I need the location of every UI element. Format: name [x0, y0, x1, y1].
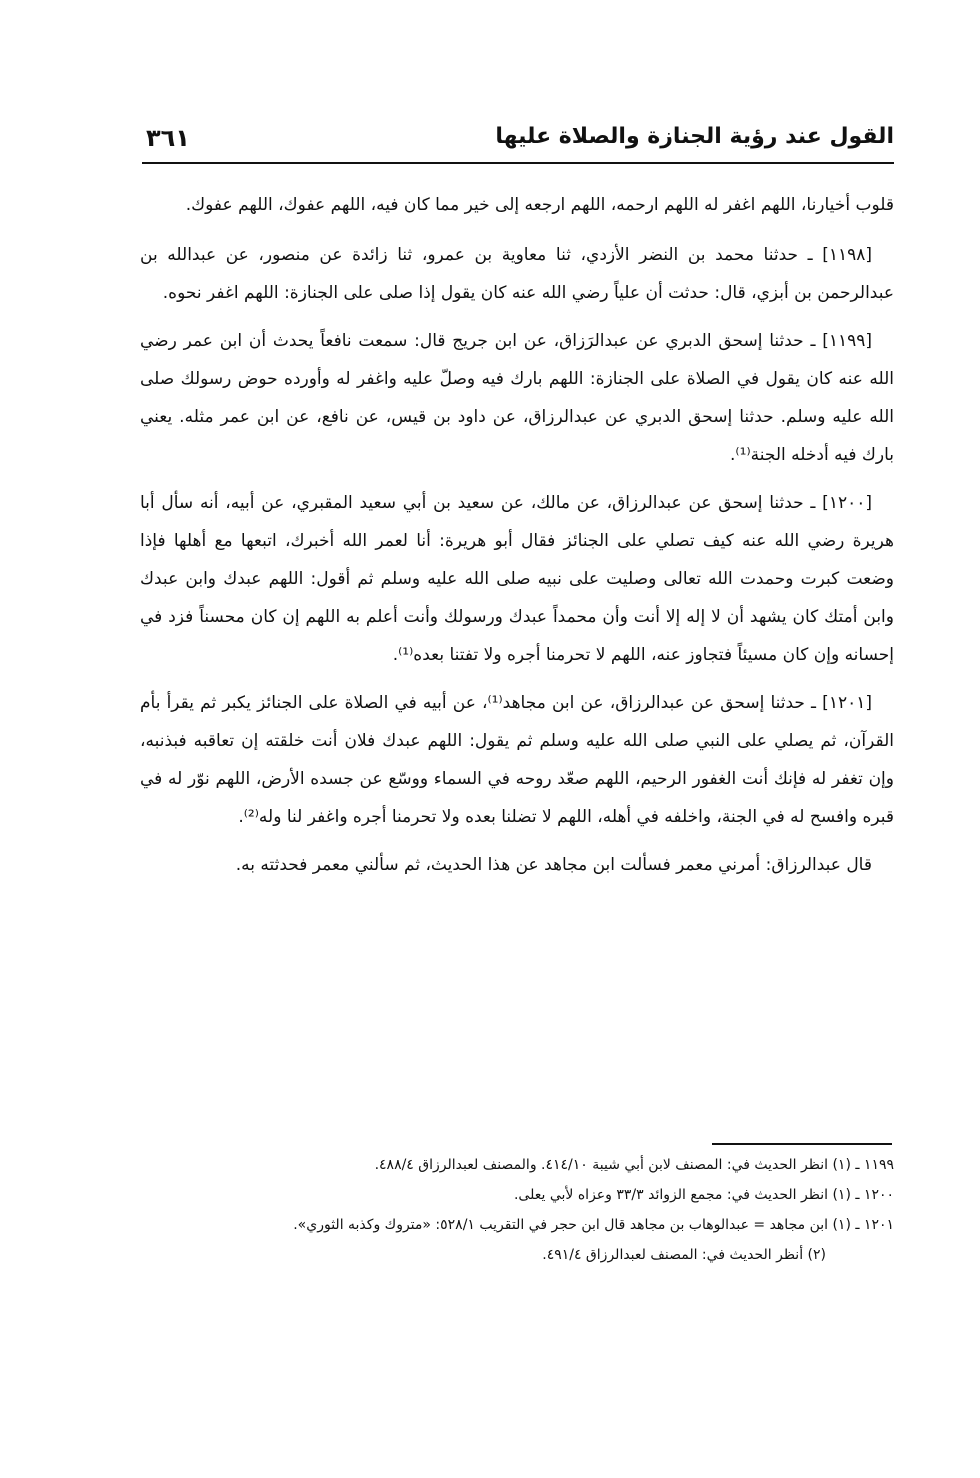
- closing-paragraph: قال عبدالرزاق: أمرني معمر فسألت ابن مجاهد عن هذا الحديث، ثم سألني معمر فحدثته به.: [235, 855, 872, 875]
- hadith-1200: [١٢٠٠] ـ حدثنا إسحق عن عبدالرزاق، عن مالك، عن سعيد بن أبي سعيد المقبري، عن أبيه، أنه سأل أبا هريرة رضي الله عنه كيف تصلي على الجنائز فقال أبو هريرة: أنا لعمر الله أخبرك، اتبعها مع أهلها فإذا وضعت كبرت وحمدت الله تعالى وصليت على نبيه صلى الله عليه وسلم ثم أقول: اللهم عبدك وابن عبدك وابن أمتك كان يشهد أن لا إله إلا أنت وأن محمداً عبدك ورسولك وأنت أعلم به اللهم إن كان محسناً فزد في إحسانه وإن كان مسيئاً فتجاوز عنه، اللهم لا تحرمنا أجره ولا تفتنا بعده⁽¹⁾.: [140, 493, 894, 665]
- page-header: [142, 122, 894, 164]
- page-number: ٣٦١: [146, 124, 190, 152]
- footnote-1201-2: (٢) أنظر الحديث في: المصنف لعبدالرزاق ٤٩١/٤.: [542, 1247, 826, 1263]
- running-title: القول عند رؤية الجنازة والصلاة عليها: [495, 124, 894, 149]
- footnote-1200: ١٢٠٠ ـ (١) انظر الحديث في: مجمع الزوائد ٣٣/٣ وعزاه لأبي يعلى.: [513, 1187, 894, 1203]
- main-text: [140, 186, 894, 894]
- footnote-1199: ١١٩٩ ـ (١) انظر الحديث في: المصنف لابن أبي شيبة ٤١٤/١٠. والمصنف لعبدالرزاق ٤٨٨/٤.: [374, 1157, 894, 1173]
- hadith-1199: [١١٩٩] ـ حدثنا إسحق الدبري عن عبدالرَزاق، عن ابن جريج قال: سمعت نافعاً يحدث أن ابن عمر رضي الله عنه كان يقول في الصلاة على الجنازة: اللهم بارك فيه وصلّ عليه واغفر له وأورده حوض رسولك صلى الله عليه وسلم. حدثنا إسحق الدبري عن عبدالرزاق، عن داود بن قيس، عن نافع، عن ابن عمر مثله. يعني بارك فيه أدخله الجنة⁽¹⁾.: [140, 331, 894, 465]
- footnotes: [140, 1150, 894, 1270]
- footnote-separator: [712, 1143, 892, 1145]
- paragraph-continuation: قلوب أخيارنا، اللهم اغفر له اللهم ارحمه، اللهم ارجعه إلى خير مما كان فيه، اللهم عفوك، اللهم عفوك.: [185, 195, 894, 215]
- hadith-1198: [١١٩٨] ـ حدثنا محمد بن النضر الأزدي، ثنا معاوية بن عمرو، ثنا زائدة عن منصور، عن عبدالله بن عبدالرحمن بن أبزي، قال: حدثت أن علياً رضي الله عنه كان يقول إذا صلى على الجنازة: اللهم اغفر نحوه.: [140, 245, 894, 303]
- footnote-1201-1: ١٢٠١ ـ (١) ابن مجاهد = عبدالوهاب بن مجاهد قال ابن حجر في التقريب ٥٢٨/١: «متروك وكذبه الثوري».: [293, 1217, 894, 1233]
- hadith-1201: [١٢٠١] ـ حدثنا إسحق عن عبدالرزاق، عن ابن مجاهد⁽¹⁾، عن أبيه في الصلاة على الجنائز يكبر ثم يقرأ بأم القرآن، ثم يصلي على النبي صلى الله عليه وسلم ثم يقول: اللهم عبدك فلان أنت خلقته إن تعاقبه فبذنبه، وإن تغفر له فإنك أنت الغفور الرحيم، اللهم صعّد روحه في السماء ووسّع عن جسده الأرض، اللهم نوّر له في قبره وافسح له في الجنة، واخلفه في أهله، اللهم لا تضلنا بعده ولا تحرمنا أجره واغفر لنا وله⁽²⁾.: [140, 693, 894, 827]
